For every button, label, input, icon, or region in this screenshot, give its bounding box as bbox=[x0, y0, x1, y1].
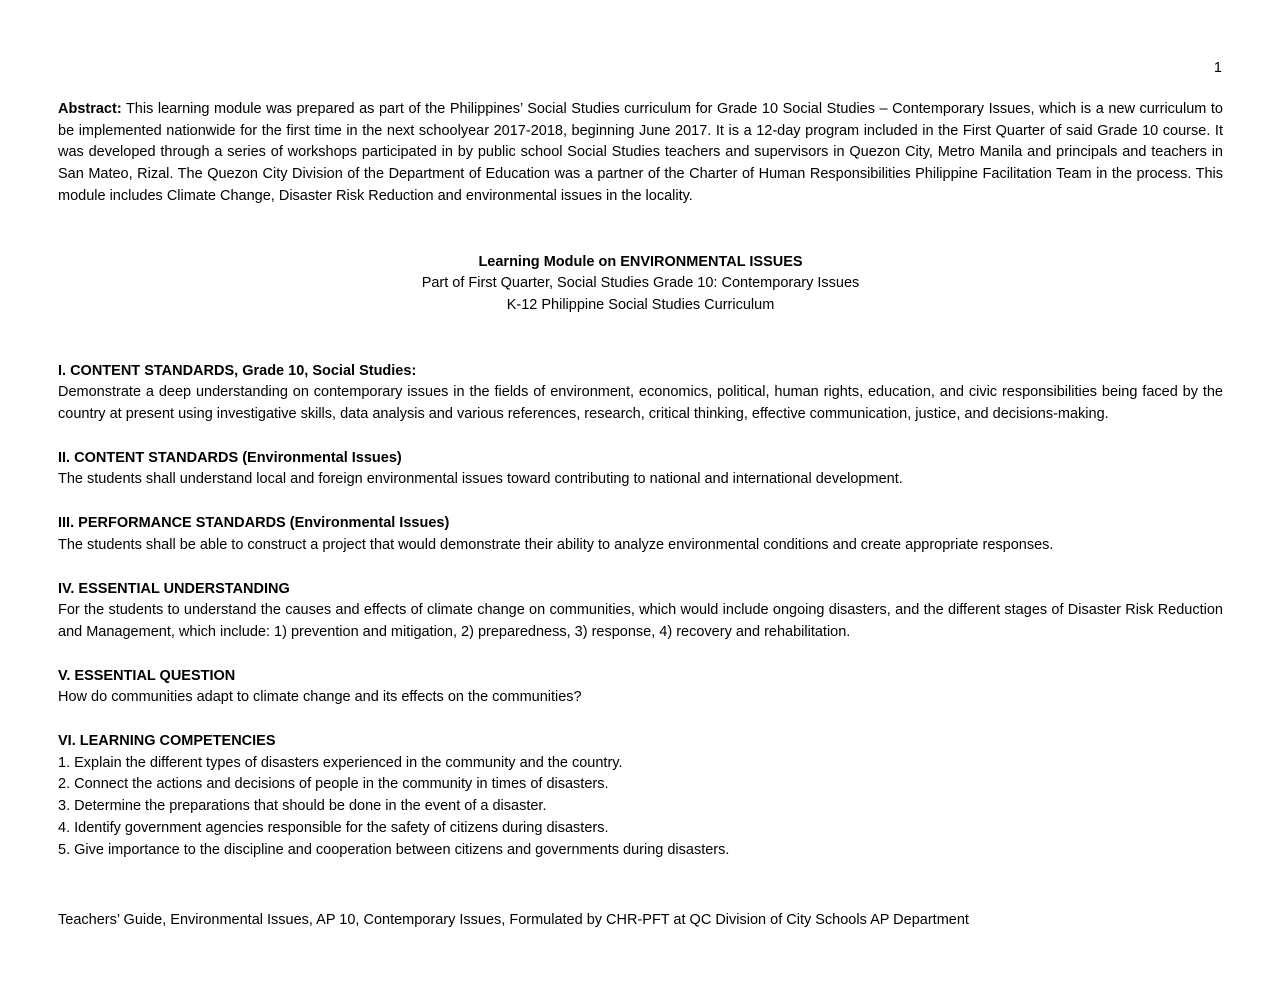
list-item: 1. Explain the different types of disasters experienced in the community and the country. bbox=[58, 754, 623, 771]
section-heading: II. CONTENT STANDARDS (Environmental Issues) bbox=[58, 449, 402, 466]
document-body bbox=[58, 99, 1223, 861]
page-number: 1 bbox=[1213, 60, 1222, 76]
list-item: 5. Give importance to the discipline and cooperation between citizens and governments during disasters. bbox=[58, 841, 730, 858]
abstract-text: This learning module was prepared as part of the Philippines’ Social Studies curriculum for Grade 10 Social Studies – Contemporary Issues, which is a new curriculum to be implemented nationwide for the first time in the next schoolyear 2017-2018, beginning June 2017. It is a 12-day program included in the First Quarter of said Grade 10 course. It was developed through a series of workshops participated in by public school Social Studies teachers and supervisors in Quezon City, Metro Manila and principals and teachers in San Mateo, Rizal. The Quezon City Division of the Department of Education was a partner of the Charter of Human Responsibilities Philippine Facilitation Team in the process. This module includes Climate Change, Disaster Risk Reduction and environmental issues in the locality. bbox=[58, 101, 1223, 204]
page-footer: Teachers’ Guide, Environmental Issues, AP 10, Contemporary Issues, Formulated by CHR-PFT at QC Division of City Schools AP Department bbox=[58, 912, 969, 928]
module-subtitle: Part of First Quarter, Social Studies Grade 10: Contemporary Issues bbox=[421, 275, 860, 292]
section-heading: I. CONTENT STANDARDS, Grade 10, Social Studies: bbox=[58, 362, 417, 379]
section-content-standards-grade10 bbox=[58, 361, 1223, 426]
section-body: The students shall be able to construct a project that would demonstrate their ability to analyze environmental conditions and create appropriate responses. bbox=[58, 536, 1054, 553]
section-body: The students shall understand local and foreign environmental issues toward contributing to national and international development. bbox=[58, 471, 903, 488]
module-title: Learning Module on ENVIRONMENTAL ISSUES bbox=[478, 253, 803, 270]
section-body: How do communities adapt to climate change and its effects on the communities? bbox=[58, 689, 582, 706]
section-essential-understanding bbox=[58, 579, 1223, 644]
section-content-standards-environmental bbox=[58, 448, 1223, 491]
abstract-paragraph bbox=[58, 99, 1223, 208]
section-heading: VI. LEARNING COMPETENCIES bbox=[58, 733, 276, 750]
section-performance-standards bbox=[58, 513, 1223, 556]
section-learning-competencies bbox=[58, 731, 1223, 861]
list-item: 4. Identify government agencies responsible for the safety of citizens during disasters. bbox=[58, 819, 609, 836]
section-essential-question bbox=[58, 666, 1223, 709]
module-title-block bbox=[58, 252, 1223, 317]
list-item: 2. Connect the actions and decisions of people in the community in times of disasters. bbox=[58, 776, 609, 793]
list-item: 3. Determine the preparations that should be done in the event of a disaster. bbox=[58, 798, 547, 815]
section-heading: V. ESSENTIAL QUESTION bbox=[58, 667, 236, 684]
section-body: Demonstrate a deep understanding on contemporary issues in the fields of environment, economics, political, human rights, education, and civic responsibilities being faced by the country at present using investigative skills, data analysis and various references, research, critical thinking, effective communication, justice, and decisions-making. bbox=[58, 384, 1223, 423]
abstract-label: Abstract: bbox=[58, 101, 122, 117]
section-heading: IV. ESSENTIAL UNDERSTANDING bbox=[58, 580, 290, 597]
section-heading: III. PERFORMANCE STANDARDS (Environmental Issues) bbox=[58, 515, 450, 532]
section-body: For the students to understand the causes and effects of climate change on communities, which would include ongoing disasters, and the different stages of Disaster Risk Reduction and Management, which include: 1) prevention and mitigation, 2) preparedness, 3) response, 4) recovery and rehabilitation. bbox=[58, 602, 1223, 640]
module-curriculum: K-12 Philippine Social Studies Curriculum bbox=[506, 296, 775, 313]
